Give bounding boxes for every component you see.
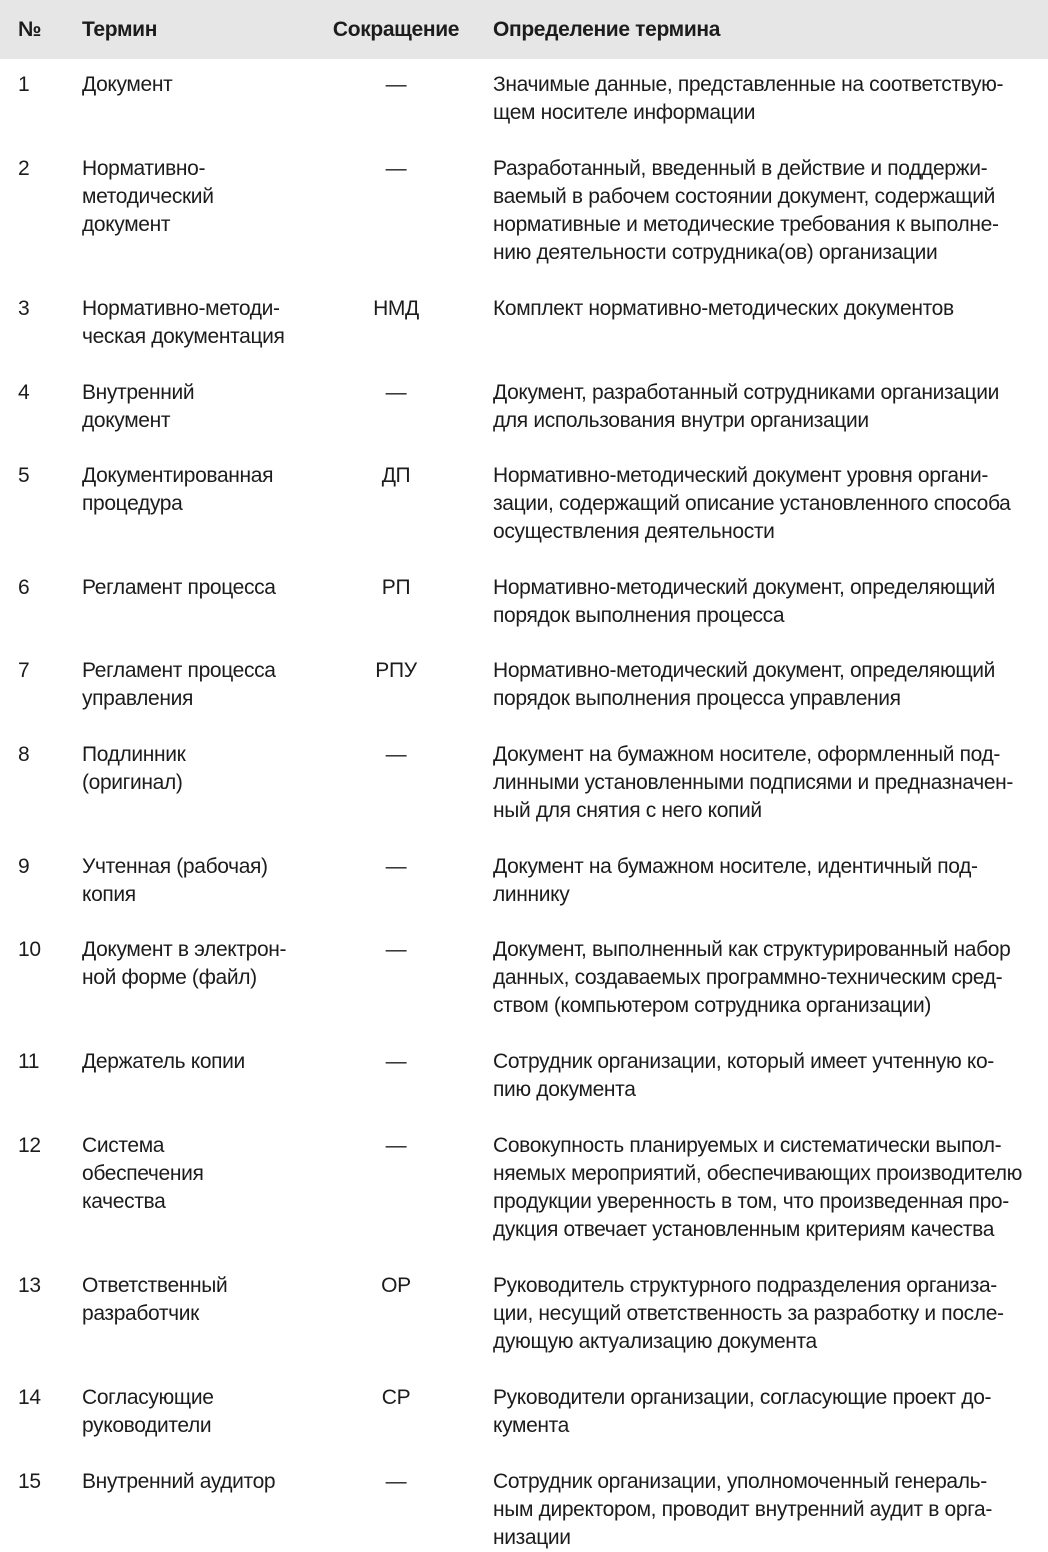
row-term: Документированная процедура xyxy=(82,464,274,515)
row-number: 10 xyxy=(18,938,41,961)
table-header xyxy=(0,0,1048,59)
row-term: Документ в электрон- ной форме (файл) xyxy=(82,938,287,989)
row-number: 7 xyxy=(18,659,30,682)
row-definition: Комплект нормативно-методических документов xyxy=(493,297,954,320)
row-definition: Нормативно-методический документ, определяющий порядок выполнения процесса xyxy=(493,576,996,627)
row-abbreviation: — xyxy=(385,743,407,766)
row-abbreviation: — xyxy=(385,855,407,878)
row-abbreviation: РПУ xyxy=(375,659,417,682)
row-number: 5 xyxy=(18,464,30,487)
row-abbreviation: — xyxy=(385,1050,407,1073)
row-definition: Значимые данные, представленные на соответствую- щем носителе информации xyxy=(493,73,1004,124)
row-number: 1 xyxy=(18,73,30,96)
row-number: 8 xyxy=(18,743,30,766)
row-number: 12 xyxy=(18,1134,41,1157)
row-term: Внутренний аудитор xyxy=(82,1470,276,1493)
row-term: Ответственный разработчик xyxy=(82,1274,228,1325)
row-term: Согласующие руководители xyxy=(82,1386,214,1437)
header-term: Термин xyxy=(82,18,158,41)
row-definition: Руководитель структурного подразделения организа- ции, несущий ответственность за разработку и после- дующую актуализацию документа xyxy=(493,1274,1004,1353)
row-number: 6 xyxy=(18,576,30,599)
row-term: Подлинник (оригинал) xyxy=(82,743,186,794)
row-definition: Руководители организации, согласующие проект до- кумента xyxy=(493,1386,992,1437)
row-definition: Разработанный, введенный в действие и поддержи- ваемый в рабочем состоянии документ, содержащий нормативные и методические требования к выполне- нию деятельности сотрудника(ов) организации xyxy=(493,157,999,264)
row-number: 13 xyxy=(18,1274,41,1297)
row-abbreviation: — xyxy=(385,381,407,404)
row-term: Внутренний документ xyxy=(82,381,195,432)
header-abbreviation: Сокращение xyxy=(332,18,460,41)
row-term: Документ xyxy=(82,73,173,96)
row-definition: Сотрудник организации, уполномоченный генераль- ным директором, проводит внутренний аудит в орга- низации xyxy=(493,1470,993,1549)
row-term: Регламент процесса управления xyxy=(82,659,276,710)
row-definition: Документ, выполненный как структурированный набор данных, создаваемых программно-техническим сред- ством (компьютером сотрудника организации) xyxy=(493,938,1011,1017)
row-abbreviation: ДП xyxy=(381,464,411,487)
row-abbreviation: — xyxy=(385,157,407,180)
row-definition: Документ, разработанный сотрудниками организации для использования внутри организации xyxy=(493,381,1000,432)
row-abbreviation: НМД xyxy=(373,297,419,320)
row-abbreviation: ОР xyxy=(381,1274,411,1297)
row-definition: Совокупность планируемых и систематически выпол- няемых мероприятий, обеспечивающих производителю продукции уверенность в том, что произведенная про- дукция отвечает установленным критериям качества xyxy=(493,1134,1023,1241)
row-number: 14 xyxy=(18,1386,41,1409)
row-definition: Сотрудник организации, который имеет учтенную ко- пию документа xyxy=(493,1050,994,1101)
row-definition: Нормативно-методический документ, определяющий порядок выполнения процесса управления xyxy=(493,659,996,710)
row-abbreviation: — xyxy=(385,938,407,961)
row-term: Нормативно-методи- ческая документация xyxy=(82,297,285,348)
row-term: Регламент процесса xyxy=(82,576,276,599)
row-term: Держатель копии xyxy=(82,1050,245,1073)
row-number: 15 xyxy=(18,1470,41,1493)
row-abbreviation: — xyxy=(385,1470,407,1493)
row-definition: Документ на бумажном носителе, оформленный под- линными установленными подписями и предназначен- ный для снятия с него копий xyxy=(493,743,1014,822)
row-number: 3 xyxy=(18,297,30,320)
row-number: 9 xyxy=(18,855,30,878)
row-definition: Документ на бумажном носителе, идентичный под- линнику xyxy=(493,855,978,906)
header-definition: Определение термина xyxy=(493,18,721,41)
row-abbreviation: СР xyxy=(381,1386,411,1409)
row-term: Нормативно- методический документ xyxy=(82,157,214,236)
row-term: Учтенная (рабочая) копия xyxy=(82,855,268,906)
row-number: 11 xyxy=(18,1050,40,1073)
row-abbreviation: — xyxy=(385,73,407,96)
row-number: 2 xyxy=(18,157,30,180)
row-number: 4 xyxy=(18,381,30,404)
row-abbreviation: — xyxy=(385,1134,407,1157)
row-term: Система обеспечения качества xyxy=(82,1134,204,1213)
row-abbreviation: РП xyxy=(381,576,411,599)
row-definition: Нормативно-методический документ уровня органи- зации, содержащий описание установленного способа осуществления деятельности xyxy=(493,464,1011,543)
header-number: № xyxy=(18,18,42,41)
